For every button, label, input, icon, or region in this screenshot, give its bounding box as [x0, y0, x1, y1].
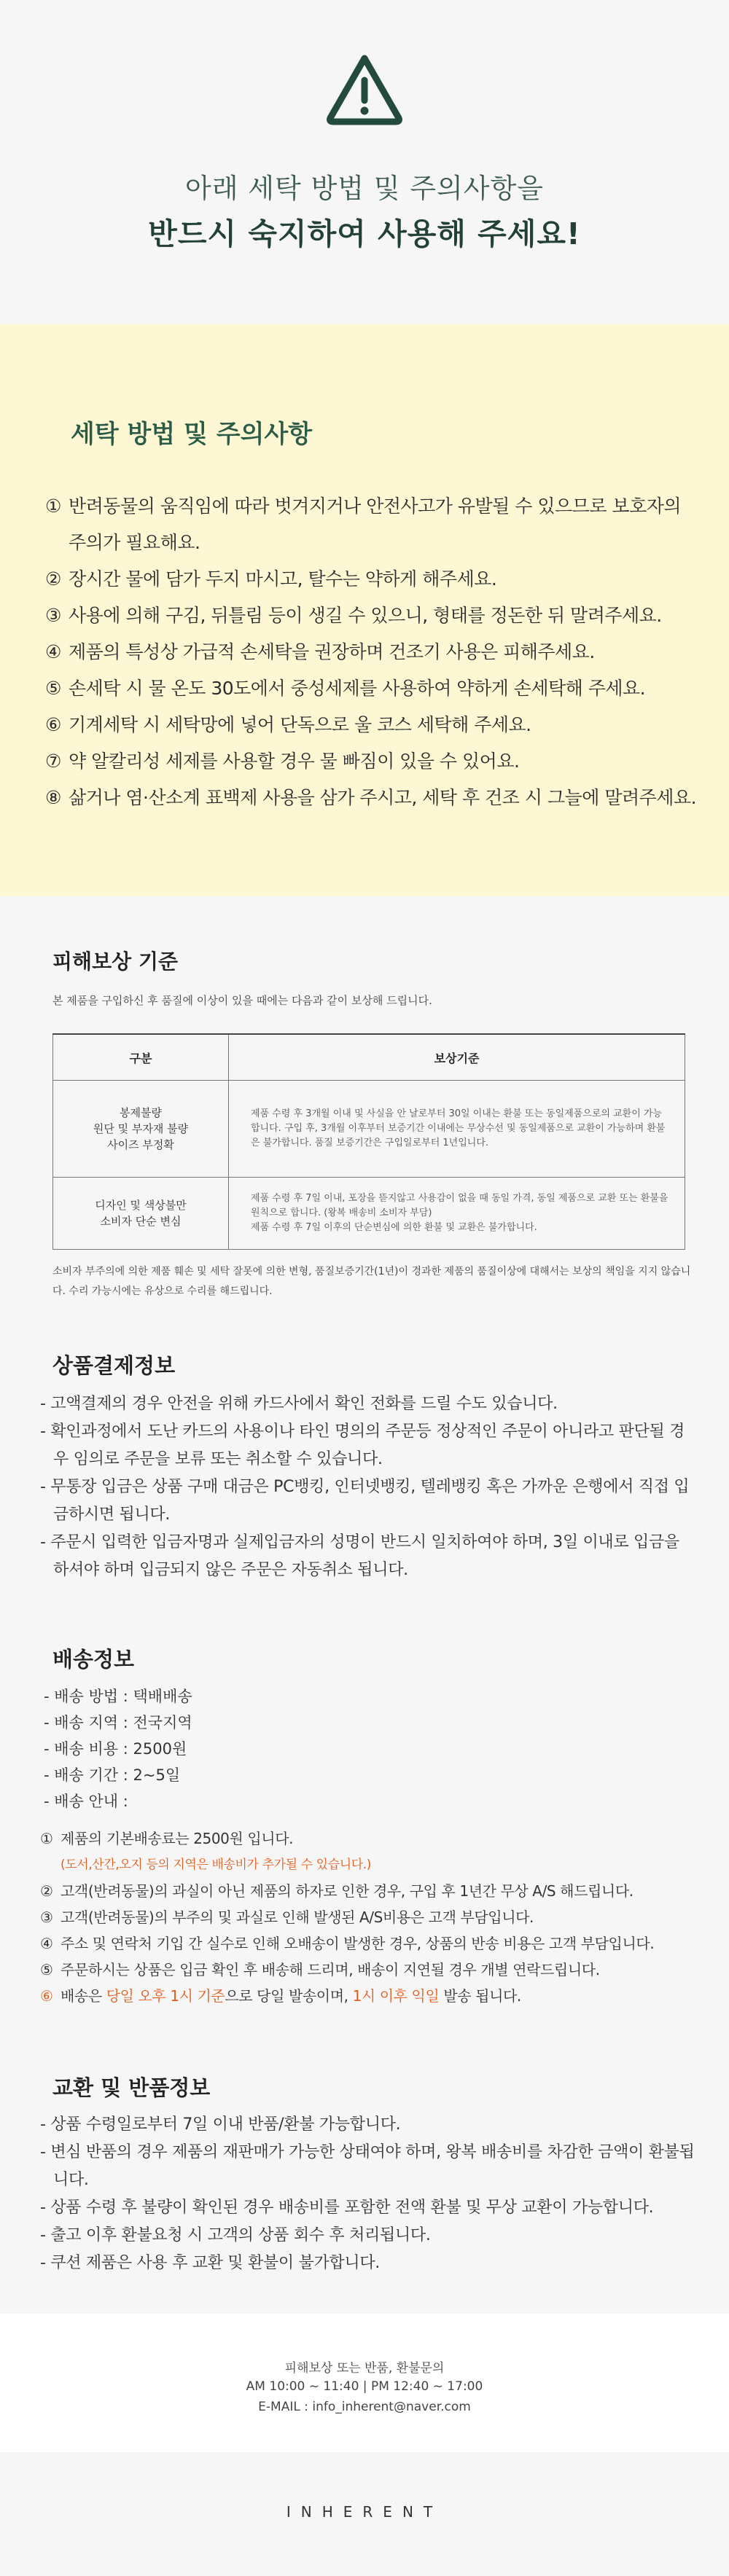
payment-list — [40, 1390, 696, 1584]
care-item-number: ② — [45, 568, 61, 590]
compensation-title: 피해보상 기준 — [52, 950, 179, 974]
shipping-note-sub: (도서,산간,오지 등의 지역은 배송비가 추가될 수 있습니다.) — [61, 1857, 372, 1872]
hero-subtitle: 아래 세탁 방법 및 주의사항을 — [185, 173, 544, 204]
note-text: 고객(반려동물)의 부주의 및 과실로 인해 발생된 A/S비용은 고객 부담입니다. — [61, 1908, 534, 1926]
care-item-text: 장시간 물에 담가 두지 마시고, 탈수는 약하게 해주세요. — [69, 568, 497, 590]
care-item-number: ④ — [45, 641, 61, 662]
table-header-standard: 보상기준 — [229, 1034, 685, 1081]
note-highlight: 1시 이후 익일 — [352, 1987, 440, 2005]
exchange-info-section — [0, 2044, 729, 2314]
care-item — [45, 743, 701, 780]
care-item-text: 손세탁 시 물 온도 30도에서 중성세제를 사용하여 약하게 손세탁해 주세요. — [69, 678, 646, 699]
note-text-e: 발송 됩니다. — [439, 1987, 521, 2005]
care-item-text: 기계세탁 시 세탁망에 넣어 단독으로 울 코스 세탁해 주세요. — [69, 714, 531, 735]
list-item: - 확인과정에서 도난 카드의 사용이나 타인 명의의 주문등 정상적인 주문이 아니라고 판단될 경우 임의로 주문을 보류 또는 취소할 수 있습니다. — [40, 1422, 685, 1468]
contact-email: E-MAIL : info_inherent@naver.com — [258, 2400, 471, 2414]
note-text: 주문하시는 상품은 입금 확인 후 배송해 드리며, 배송이 지연될 경우 개별 연락드립니다. — [61, 1961, 600, 1978]
note-number: ③ — [40, 1908, 53, 1926]
list-item: - 배송 기간 : 2~5일 — [44, 1766, 181, 1784]
row-category: 봉제불량 원단 및 부자재 불량 사이즈 부정확 — [53, 1081, 229, 1178]
care-item — [45, 561, 701, 598]
care-list — [45, 488, 701, 816]
note-text: 주소 및 연락처 기입 간 실수로 인해 오배송이 발생한 경우, 상품의 반송 비용은 고객 부담입니다. — [61, 1935, 655, 1952]
shipping-note — [40, 1983, 711, 2009]
care-item-text: 제품의 특성상 가급적 손세탁을 권장하며 건조기 사용은 피해주세요. — [69, 641, 595, 662]
contact-hours: AM 10:00 ~ 11:40 | PM 12:40 ~ 17:00 — [246, 2379, 483, 2394]
care-item-number: ① — [45, 496, 61, 517]
compensation-section — [0, 896, 729, 1312]
list-item: - 고액결제의 경우 안전을 위해 카드사에서 확인 전화를 드릴 수도 있습니다. — [40, 1395, 558, 1413]
list-item: - 무통장 입금은 상품 구매 대금은 PC뱅킹, 인터넷뱅킹, 텔레뱅킹 혹은 가까운 은행에서 직접 입금하시면 됩니다. — [40, 1478, 690, 1524]
care-item — [45, 707, 701, 743]
list-item: - 변심 반품의 경우 제품의 재판매가 가능한 상태여야 하며, 왕복 배송비를 차감한 금액이 환불됩니다. — [40, 2143, 695, 2189]
table-header-row — [53, 1034, 685, 1081]
table-row — [53, 1081, 685, 1178]
note-text: 고객(반려동물)의 과실이 아닌 제품의 하자로 인한 경우, 구입 후 1년간 무상 A/S 해드립니다. — [61, 1882, 634, 1900]
brand-logo: INHERENT — [286, 2503, 443, 2521]
care-item — [45, 488, 701, 561]
warning-triangle-icon — [324, 52, 405, 125]
note-number: ② — [40, 1882, 53, 1900]
warning-hero — [0, 0, 729, 324]
contact-info-section — [0, 2314, 729, 2452]
note-highlight: 당일 오후 1시 기준 — [106, 1987, 225, 2005]
row-category: 디자인 및 색상불만 소비자 단순 변심 — [53, 1178, 229, 1250]
compensation-intro: 본 제품을 구입하신 후 품질에 이상이 있을 때에는 다음과 같이 보상해 드립니다. — [52, 994, 432, 1007]
exchange-title: 교환 및 반품정보 — [52, 2075, 211, 2100]
row-standard: 제품 수령 후 3개월 이내 및 사실을 안 날로부터 30일 이내는 환불 또는 동일제품으로의 교환이 가능합니다. 구입 후, 3개월 이후부터 보증기간 이내에는 무상수선 및 동일제품으로 교환이 가능하며 환불은 불가합니다. 품질 보증기간은 구입일로부터 1년입니다. — [229, 1081, 685, 1178]
care-item-number: ⑤ — [45, 678, 61, 699]
brand-footer — [0, 2452, 729, 2576]
hero-title: 반드시 숙지하여 사용해 주세요! — [148, 216, 581, 251]
shipping-basic-list — [44, 1683, 700, 1814]
care-item-text: 약 알칼리성 세제를 사용할 경우 물 빠짐이 있을 수 있어요. — [69, 751, 520, 772]
list-item: - 배송 비용 : 2500원 — [44, 1740, 187, 1758]
table-header-category: 구분 — [53, 1034, 229, 1081]
table-row — [53, 1178, 685, 1250]
shipping-note — [40, 1904, 711, 1930]
care-item-text: 사용에 의해 구김, 뒤틀림 등이 생길 수 있으니, 형태를 정돈한 뒤 말려주세요. — [69, 605, 662, 626]
shipping-notes-list — [40, 1825, 711, 2009]
shipping-note — [40, 1825, 711, 1852]
list-item: - 주문시 입력한 입금자명과 실제입금자의 성명이 반드시 일치하여야 하며, 3일 이내로 입금을 하셔야 하며 입금되지 않은 주문은 자동취소 됩니다. — [40, 1533, 679, 1579]
list-item: - 배송 안내 : — [44, 1793, 128, 1810]
care-item-number: ⑧ — [45, 787, 61, 808]
contact-title: 피해보상 또는 반품, 환불문의 — [284, 2361, 445, 2376]
row-standard: 제품 수령 후 7일 이내, 포장을 뜯지않고 사용감이 없을 때 동일 가격, 동일 제품으로 교환 또는 환불을 원칙으로 합니다. (왕복 배송비 소비자 부담) 제품 수령 후 7일 이후의 단순변심에 의한 환불 및 교환은 불가합니다. — [229, 1178, 685, 1250]
list-item: - 상품 수령일로부터 7일 이내 반품/환불 가능합니다. — [40, 2115, 401, 2134]
care-instructions-section — [0, 324, 729, 896]
care-item-text: 삶거나 염·산소계 표백제 사용을 삼가 주시고, 세탁 후 건조 시 그늘에 말려주세요. — [69, 787, 697, 808]
list-item: - 출고 이후 환불요청 시 고객의 상품 회수 후 처리됩니다. — [40, 2226, 431, 2244]
list-item: - 상품 수령 후 불량이 확인된 경우 배송비를 포함한 전액 환불 및 무상 교환이 가능합니다. — [40, 2199, 654, 2217]
payment-info-section — [0, 1312, 729, 1614]
exchange-list — [40, 2111, 696, 2277]
payment-title: 상품결제정보 — [52, 1353, 176, 1378]
note-text-c: 으로 당일 발송이며, — [225, 1987, 353, 2005]
compensation-table — [52, 1033, 685, 1250]
list-item: - 쿠션 제품은 사용 후 교환 및 환불이 불가합니다. — [40, 2254, 380, 2272]
note-number: ⑤ — [40, 1961, 53, 1978]
note-text: 제품의 기본배송료는 2500원 입니다. — [61, 1830, 294, 1847]
note-number: ④ — [40, 1935, 53, 1952]
list-item: - 배송 방법 : 택배배송 — [44, 1688, 192, 1705]
list-item: - 배송 지역 : 전국지역 — [44, 1714, 192, 1731]
note-text-a: 배송은 — [61, 1987, 106, 2005]
care-item-number: ⑦ — [45, 751, 61, 772]
note-number: ① — [40, 1830, 53, 1847]
care-title: 세탁 방법 및 주의사항 — [71, 420, 313, 449]
care-item-number: ⑥ — [45, 714, 61, 735]
shipping-note — [40, 1957, 711, 1983]
shipping-note — [40, 1930, 711, 1957]
shipping-title: 배송정보 — [52, 1647, 135, 1672]
care-item — [45, 598, 701, 634]
care-item — [45, 634, 701, 670]
care-item — [45, 780, 701, 816]
shipping-note — [40, 1878, 711, 1904]
compensation-note: 소비자 부주의에 의한 제품 훼손 및 세탁 잘못에 의한 변형, 품질보증기간(1년)이 경과한 제품의 품질이상에 대해서는 보상의 책임을 지지 않습니다. 수리 가능시에는 유상으로 수리를 해드립니다. — [52, 1266, 691, 1297]
care-item-text: 반려동물의 움직임에 따라 벗겨지거나 안전사고가 유발될 수 있으므로 보호자의 주의가 필요해요. — [69, 496, 682, 553]
note-number: ⑥ — [40, 1987, 53, 2005]
care-item-number: ③ — [45, 605, 61, 626]
care-item — [45, 670, 701, 707]
shipping-info-section — [0, 1614, 729, 2044]
